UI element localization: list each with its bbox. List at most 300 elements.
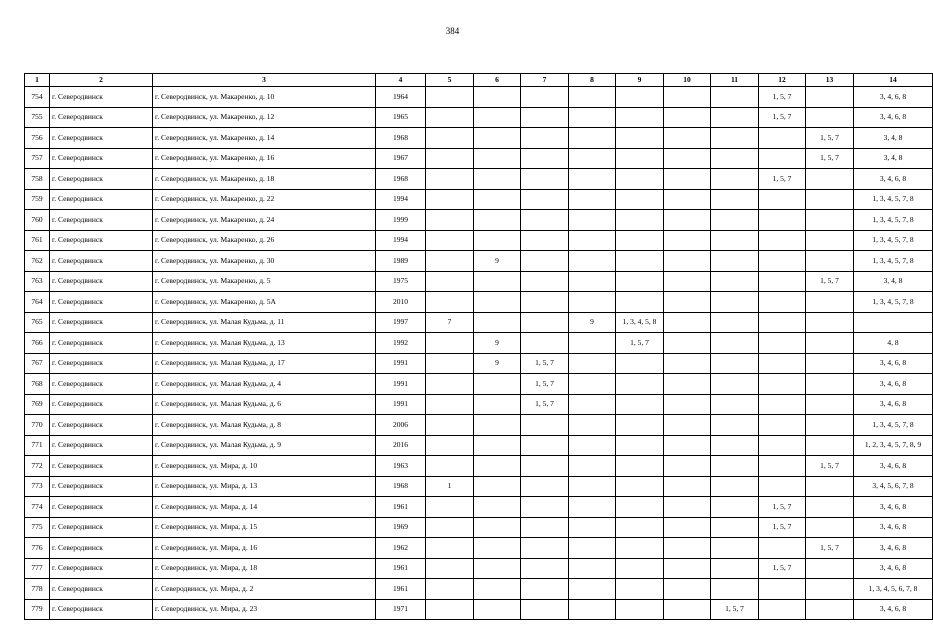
table-cell: г. Северодвинск	[50, 251, 153, 272]
table-cell	[521, 169, 569, 190]
table-cell: 771	[25, 435, 50, 456]
header-row	[25, 74, 933, 87]
table-cell: 779	[25, 599, 50, 619]
table-cell	[711, 415, 759, 436]
table-cell: 1, 3, 4, 5, 7, 8	[854, 189, 933, 210]
table-cell: 773	[25, 476, 50, 497]
table-cell	[474, 456, 521, 477]
table-cell: 774	[25, 497, 50, 518]
table-cell: 1, 5, 7	[806, 148, 854, 169]
table-row	[25, 415, 933, 436]
table-cell: 775	[25, 517, 50, 538]
table-cell: 1968	[376, 169, 426, 190]
table-cell: 3, 4, 6, 8	[854, 394, 933, 415]
table-row	[25, 271, 933, 292]
table-cell	[711, 87, 759, 108]
table-cell: г. Северодвинск	[50, 271, 153, 292]
table-cell	[521, 517, 569, 538]
table-cell	[664, 87, 711, 108]
column-header: 1	[25, 74, 50, 87]
table-cell	[806, 579, 854, 600]
table-cell	[806, 251, 854, 272]
table-cell: г. Северодвинск	[50, 497, 153, 518]
table-cell	[759, 415, 806, 436]
table-cell: 1, 5, 7	[759, 558, 806, 579]
table-cell	[806, 107, 854, 128]
table-cell: 1999	[376, 210, 426, 231]
table-cell	[569, 579, 616, 600]
table-cell	[711, 169, 759, 190]
column-header: 5	[426, 74, 474, 87]
table-cell	[521, 271, 569, 292]
table-cell	[426, 517, 474, 538]
table-cell: 763	[25, 271, 50, 292]
table-cell: 769	[25, 394, 50, 415]
table-cell	[664, 374, 711, 395]
table-cell	[569, 210, 616, 231]
column-header: 11	[711, 74, 759, 87]
table-row	[25, 312, 933, 333]
table-cell	[569, 456, 616, 477]
table-cell	[426, 374, 474, 395]
table-cell: г. Северодвинск	[50, 456, 153, 477]
table-cell: 2016	[376, 435, 426, 456]
table-cell	[521, 189, 569, 210]
table-cell	[474, 579, 521, 600]
table-cell	[664, 558, 711, 579]
table-cell	[664, 394, 711, 415]
table-cell: 772	[25, 456, 50, 477]
table-cell	[521, 251, 569, 272]
table-cell	[474, 210, 521, 231]
table-cell: 9	[474, 251, 521, 272]
table-row	[25, 87, 933, 108]
table-row	[25, 333, 933, 354]
table-cell	[474, 189, 521, 210]
table-cell	[759, 189, 806, 210]
table-cell	[664, 415, 711, 436]
table-cell	[616, 599, 664, 619]
table-cell: г. Северодвинск	[50, 599, 153, 619]
table-cell: 764	[25, 292, 50, 313]
table-cell	[426, 579, 474, 600]
table-cell	[759, 579, 806, 600]
table-cell: г. Северодвинск	[50, 148, 153, 169]
table-cell	[521, 456, 569, 477]
table-cell	[664, 312, 711, 333]
table-cell: г. Северодвинск, ул. Макаренко, д. 16	[153, 148, 376, 169]
table-cell	[664, 230, 711, 251]
table-cell: г. Северодвинск	[50, 230, 153, 251]
table-cell: г. Северодвинск	[50, 312, 153, 333]
table-cell	[569, 230, 616, 251]
table-cell: г. Северодвинск, ул. Макаренко, д. 14	[153, 128, 376, 149]
table-row	[25, 230, 933, 251]
table-cell	[616, 374, 664, 395]
table-cell	[521, 538, 569, 559]
table-cell: г. Северодвинск	[50, 107, 153, 128]
table-row	[25, 251, 933, 272]
table-cell: 3, 4, 6, 8	[854, 374, 933, 395]
table-cell	[569, 271, 616, 292]
table-cell: 767	[25, 353, 50, 374]
table-cell	[711, 456, 759, 477]
table-cell	[806, 87, 854, 108]
table-cell	[569, 251, 616, 272]
table-cell: г. Северодвинск, ул. Мира, д. 10	[153, 456, 376, 477]
table-cell	[759, 333, 806, 354]
table-cell	[569, 292, 616, 313]
table-cell: 3, 4, 6, 8	[854, 558, 933, 579]
table-cell: 1991	[376, 353, 426, 374]
table-cell	[569, 558, 616, 579]
table-cell	[759, 271, 806, 292]
table-cell: 3, 4, 5, 6, 7, 8	[854, 476, 933, 497]
table-cell: 1994	[376, 189, 426, 210]
table-cell: г. Северодвинск, ул. Макаренко, д. 10	[153, 87, 376, 108]
table-cell	[664, 292, 711, 313]
table-cell: 1, 5, 7	[521, 394, 569, 415]
table-cell: 1, 3, 4, 5, 7, 8	[854, 292, 933, 313]
table-cell	[664, 517, 711, 538]
table-cell	[426, 107, 474, 128]
table-cell	[759, 374, 806, 395]
table-cell: 756	[25, 128, 50, 149]
table-cell	[664, 599, 711, 619]
table-cell: 770	[25, 415, 50, 436]
table-cell	[711, 107, 759, 128]
table-cell	[711, 271, 759, 292]
table-cell: 1962	[376, 538, 426, 559]
table-cell	[474, 497, 521, 518]
table-cell: 1991	[376, 374, 426, 395]
table-cell	[474, 517, 521, 538]
table-cell	[521, 435, 569, 456]
table-cell	[759, 210, 806, 231]
table-cell	[521, 87, 569, 108]
table-cell	[664, 189, 711, 210]
table-cell	[711, 148, 759, 169]
table-cell: 3, 4, 8	[854, 271, 933, 292]
table-cell	[521, 497, 569, 518]
table-cell	[664, 148, 711, 169]
table-cell	[711, 579, 759, 600]
table-row	[25, 558, 933, 579]
table-cell: 1, 3, 4, 5, 6, 7, 8	[854, 579, 933, 600]
table-cell	[711, 128, 759, 149]
table-cell: 9	[474, 353, 521, 374]
table-cell	[474, 476, 521, 497]
table-cell: 1, 3, 4, 5, 8	[616, 312, 664, 333]
table-cell: 3, 4, 6, 8	[854, 353, 933, 374]
table-cell	[426, 353, 474, 374]
table-cell: г. Северодвинск, ул. Малая Кудьма, д. 9	[153, 435, 376, 456]
table-cell	[806, 292, 854, 313]
table-cell: 768	[25, 374, 50, 395]
table-cell	[426, 271, 474, 292]
table-cell	[569, 394, 616, 415]
table-cell	[759, 128, 806, 149]
table-row	[25, 107, 933, 128]
table-cell	[616, 517, 664, 538]
table-cell	[664, 538, 711, 559]
table-cell	[616, 476, 664, 497]
table-cell	[711, 558, 759, 579]
table-cell	[521, 210, 569, 231]
table-cell: г. Северодвинск, ул. Малая Кудьма, д. 13	[153, 333, 376, 354]
table-cell	[569, 599, 616, 619]
table-cell	[426, 148, 474, 169]
table-cell: 1	[426, 476, 474, 497]
table-cell: г. Северодвинск, ул. Малая Кудьма, д. 8	[153, 415, 376, 436]
table-cell: 3, 4, 6, 8	[854, 538, 933, 559]
table-cell	[616, 251, 664, 272]
table-cell: 777	[25, 558, 50, 579]
table-cell	[426, 435, 474, 456]
table-cell: г. Северодвинск	[50, 128, 153, 149]
table-cell: г. Северодвинск, ул. Макаренко, д. 12	[153, 107, 376, 128]
table-cell	[806, 333, 854, 354]
column-header: 2	[50, 74, 153, 87]
table-cell	[711, 517, 759, 538]
table-cell: 9	[474, 333, 521, 354]
column-header: 7	[521, 74, 569, 87]
table-row	[25, 456, 933, 477]
table-row	[25, 374, 933, 395]
table-cell	[664, 271, 711, 292]
table-cell	[521, 579, 569, 600]
table-cell: г. Северодвинск, ул. Малая Кудьма, д. 17	[153, 353, 376, 374]
table-cell	[806, 394, 854, 415]
table-cell	[426, 558, 474, 579]
table-cell	[711, 333, 759, 354]
table-cell: 1, 3, 4, 5, 7, 8	[854, 415, 933, 436]
table-cell	[616, 394, 664, 415]
column-header: 12	[759, 74, 806, 87]
table-cell	[569, 128, 616, 149]
table-cell	[664, 169, 711, 190]
table-row	[25, 599, 933, 619]
table-cell: 754	[25, 87, 50, 108]
table-cell	[521, 107, 569, 128]
table-cell: 1989	[376, 251, 426, 272]
table-cell: г. Северодвинск	[50, 476, 153, 497]
table-cell: 1961	[376, 558, 426, 579]
table-cell: 3, 4, 6, 8	[854, 456, 933, 477]
table-cell: 3, 4, 8	[854, 148, 933, 169]
table-cell: 1, 5, 7	[711, 599, 759, 619]
table-cell: г. Северодвинск, ул. Мира, д. 15	[153, 517, 376, 538]
table-cell	[616, 353, 664, 374]
table-cell	[426, 292, 474, 313]
table-cell	[759, 599, 806, 619]
table-cell	[426, 538, 474, 559]
table-cell	[664, 210, 711, 231]
table-cell	[616, 538, 664, 559]
table-cell	[474, 271, 521, 292]
table-row	[25, 128, 933, 149]
table-cell	[474, 599, 521, 619]
table-cell	[711, 353, 759, 374]
table-cell: 1, 3, 4, 5, 7, 8	[854, 251, 933, 272]
table-cell: г. Северодвинск	[50, 353, 153, 374]
table-cell	[426, 497, 474, 518]
table-cell	[806, 435, 854, 456]
table-cell	[426, 251, 474, 272]
table-cell: 1, 5, 7	[521, 374, 569, 395]
table-cell: 2006	[376, 415, 426, 436]
table-cell	[759, 312, 806, 333]
column-header: 6	[474, 74, 521, 87]
table-row	[25, 497, 933, 518]
table-cell	[521, 599, 569, 619]
table-cell: г. Северодвинск	[50, 169, 153, 190]
table-cell: г. Северодвинск	[50, 415, 153, 436]
table-cell	[426, 415, 474, 436]
table-cell	[474, 558, 521, 579]
table-cell	[616, 189, 664, 210]
table-cell	[569, 169, 616, 190]
table-cell: 765	[25, 312, 50, 333]
table-cell: 1, 5, 7	[759, 517, 806, 538]
table-cell	[426, 128, 474, 149]
table-cell	[616, 169, 664, 190]
table-cell	[569, 517, 616, 538]
table-cell	[616, 497, 664, 518]
table-cell	[616, 128, 664, 149]
table-cell: г. Северодвинск	[50, 333, 153, 354]
table-cell	[426, 210, 474, 231]
table-cell: 760	[25, 210, 50, 231]
table-cell: 759	[25, 189, 50, 210]
table-cell: 1971	[376, 599, 426, 619]
table-cell	[806, 374, 854, 395]
table-cell	[664, 107, 711, 128]
table-cell	[474, 538, 521, 559]
table-row	[25, 517, 933, 538]
table-cell: г. Северодвинск, ул. Мира, д. 23	[153, 599, 376, 619]
table-cell: г. Северодвинск, ул. Малая Кудьма, д. 6	[153, 394, 376, 415]
table-cell	[474, 394, 521, 415]
table-row	[25, 169, 933, 190]
table-cell: 757	[25, 148, 50, 169]
table-cell: 1967	[376, 148, 426, 169]
table-cell: 1963	[376, 456, 426, 477]
table-cell	[759, 292, 806, 313]
table-cell	[474, 230, 521, 251]
table-cell	[664, 456, 711, 477]
table-cell	[616, 230, 664, 251]
data-table	[24, 73, 933, 620]
table-cell: 1968	[376, 476, 426, 497]
table-cell: 1992	[376, 333, 426, 354]
table-cell: 1994	[376, 230, 426, 251]
table-cell	[616, 87, 664, 108]
table-row	[25, 189, 933, 210]
table-cell: 766	[25, 333, 50, 354]
column-header: 3	[153, 74, 376, 87]
table-cell: г. Северодвинск	[50, 517, 153, 538]
table-cell	[569, 189, 616, 210]
table-cell	[426, 230, 474, 251]
table-cell	[806, 210, 854, 231]
table-cell: 1, 3, 4, 5, 7, 8	[854, 230, 933, 251]
table-row	[25, 538, 933, 559]
table-cell	[474, 169, 521, 190]
table-cell: г. Северодвинск, ул. Макаренко, д. 22	[153, 189, 376, 210]
table-cell	[616, 435, 664, 456]
table-cell	[521, 333, 569, 354]
table-cell	[569, 435, 616, 456]
table-cell	[759, 230, 806, 251]
table-cell	[569, 148, 616, 169]
table-cell: г. Северодвинск	[50, 394, 153, 415]
table-cell	[759, 353, 806, 374]
table-cell	[759, 538, 806, 559]
table-cell: 4, 8	[854, 333, 933, 354]
table-cell	[521, 148, 569, 169]
table-cell	[759, 251, 806, 272]
table-cell	[759, 394, 806, 415]
table-cell: 1, 5, 7	[806, 128, 854, 149]
table-cell	[759, 476, 806, 497]
table-cell	[426, 169, 474, 190]
table-cell: 778	[25, 579, 50, 600]
table-cell	[664, 497, 711, 518]
table-cell	[569, 476, 616, 497]
table-cell: г. Северодвинск, ул. Мира, д. 18	[153, 558, 376, 579]
table-cell	[426, 456, 474, 477]
table-cell	[569, 333, 616, 354]
table-cell: г. Северодвинск, ул. Макаренко, д. 30	[153, 251, 376, 272]
table-cell	[521, 558, 569, 579]
table-cell	[806, 476, 854, 497]
table-cell: г. Северодвинск, ул. Малая Кудьма, д. 4	[153, 374, 376, 395]
table-cell	[521, 230, 569, 251]
table-cell: 762	[25, 251, 50, 272]
table-cell	[711, 292, 759, 313]
table-cell	[521, 415, 569, 436]
table-cell: 3, 4, 6, 8	[854, 169, 933, 190]
table-cell	[806, 312, 854, 333]
table-cell: г. Северодвинск, ул. Макаренко, д. 24	[153, 210, 376, 231]
table-cell	[711, 230, 759, 251]
table-cell: 3, 4, 6, 8	[854, 497, 933, 518]
table-cell	[711, 394, 759, 415]
table-cell	[759, 148, 806, 169]
table-cell	[521, 312, 569, 333]
table-cell: 1, 5, 7	[806, 271, 854, 292]
table-cell: 1, 5, 7	[806, 538, 854, 559]
table-cell	[474, 374, 521, 395]
table-cell: г. Северодвинск	[50, 210, 153, 231]
table-cell	[616, 210, 664, 231]
table-cell	[474, 87, 521, 108]
table-cell: г. Северодвинск	[50, 189, 153, 210]
table-cell: г. Северодвинск	[50, 87, 153, 108]
table-cell: г. Северодвинск, ул. Макаренко, д. 26	[153, 230, 376, 251]
table-cell: 9	[569, 312, 616, 333]
table-cell	[474, 312, 521, 333]
table-cell: г. Северодвинск	[50, 558, 153, 579]
table-cell	[426, 599, 474, 619]
table-cell	[806, 415, 854, 436]
table-cell	[521, 128, 569, 149]
table-cell: 1, 5, 7	[521, 353, 569, 374]
table-cell: 1, 5, 7	[759, 497, 806, 518]
table-cell	[711, 189, 759, 210]
table-cell	[616, 292, 664, 313]
